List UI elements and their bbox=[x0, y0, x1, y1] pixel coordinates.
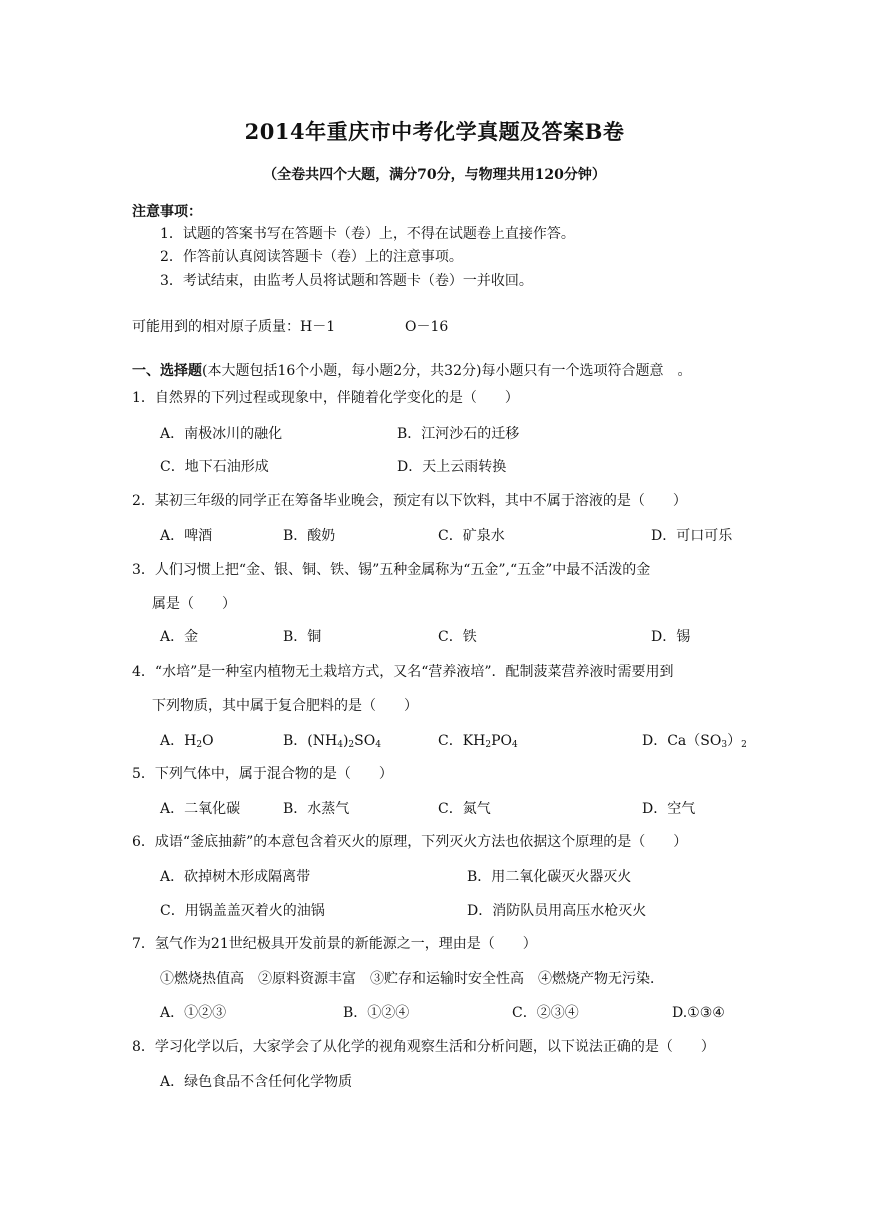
question-4-option-c: C．$KH_2PO_4$ bbox=[438, 733, 518, 750]
question-7-option-d: D.①③④ bbox=[672, 1005, 725, 1021]
question-6-option-b: B．用二氧化碳灭火器灭火 bbox=[467, 869, 632, 885]
question-4-option-a: A．$H_2O$ bbox=[160, 733, 214, 750]
question-8-stem: 8．学习化学以后，大家学会了从化学的视角观察生活和分析问题，以下说法正确的是（ ） bbox=[132, 1039, 715, 1055]
question-7-option-b: B．①②④ bbox=[343, 1005, 410, 1021]
question-6-option-c: C．用锅盖盖灭着火的油锅 bbox=[160, 903, 325, 919]
question-1-option-d: D．天上云雨转换 bbox=[397, 459, 507, 475]
question-1-option-c: C．地下石油形成 bbox=[160, 459, 269, 475]
question-6-option-a: A．砍掉树木形成隔离带 bbox=[160, 869, 311, 885]
question-1-stem: 1．自然界的下列过程或现象中，伴随着化学变化的是（ ） bbox=[132, 390, 519, 406]
section-1-heading: 一、选择题 bbox=[132, 363, 202, 379]
question-3-option-d: D．锡 bbox=[651, 629, 691, 645]
question-6-stem: 6．成语“釜底抽薪”的本意包含着灭火的原理，下列灭火方法也依据这个原理的是（ ） bbox=[132, 834, 688, 850]
question-1-option-b: B．江河沙石的迁移 bbox=[397, 426, 520, 442]
question-1-option-a: A．南极冰川的融化 bbox=[160, 426, 283, 442]
question-5-stem: 5．下列气体中，属于混合物的是（ ） bbox=[132, 766, 393, 782]
question-6-option-d: D．消防队员用高压水枪灭火 bbox=[467, 903, 647, 919]
question-2-option-d: D．可口可乐 bbox=[651, 528, 733, 544]
question-4-stem-line-1: 4．“水培”是一种室内植物无土栽培方式，又名“营养液培”．配制菠菜营养液时需要用到 bbox=[132, 664, 674, 680]
question-4-stem-line-2: 下列物质，其中属于复合肥料的是（ ） bbox=[152, 698, 418, 714]
question-3-option-c: C．铁 bbox=[438, 629, 477, 645]
question-7-option-c: C．②③④ bbox=[512, 1005, 579, 1021]
question-8-option-a: A．绿色食品不含任何化学物质 bbox=[160, 1074, 353, 1090]
section-1-heading-line bbox=[132, 362, 691, 380]
atomic-mass-oxygen: O－16 bbox=[405, 319, 449, 335]
atomic-mass-label: 可能用到的相对原子质量：H－1 bbox=[132, 319, 336, 335]
question-2-stem: 2．某初三年级的同学正在筹备毕业晚会，预定有以下饮料，其中不属于溶液的是（ ） bbox=[132, 493, 687, 509]
question-4-option-b: B．$(NH_4)_2SO_4$ bbox=[283, 733, 381, 750]
page-title: 2014年重庆市中考化学真题及答案B卷 bbox=[244, 119, 625, 144]
question-2-option-b: B．酸奶 bbox=[283, 528, 336, 544]
exam-subtitle: （全卷共四个大题，满分70分，与物理共用120分钟） bbox=[263, 167, 606, 183]
question-5-option-c: C．氮气 bbox=[438, 801, 491, 817]
note-item-2: 2．作答前认真阅读答题卡（卷）上的注意事项。 bbox=[160, 249, 463, 265]
section-1-description: (本大题包括16个小题，每小题2分，共32分)每小题只有一个选项符合题意 bbox=[202, 363, 664, 379]
question-5-option-b: B．水蒸气 bbox=[283, 801, 350, 817]
question-3-option-a: A．金 bbox=[160, 629, 199, 645]
notes-heading: 注意事项： bbox=[132, 204, 202, 220]
question-4-option-d: D．$Ca(SO_3)_2$ bbox=[642, 733, 747, 750]
question-5-option-d: D．空气 bbox=[642, 801, 696, 817]
note-item-1: 1．试题的答案书写在答题卡（卷）上，不得在试题卷上直接作答。 bbox=[160, 226, 575, 242]
note-item-3: 3．考试结束，由监考人员将试题和答题卡（卷）一并收回。 bbox=[160, 273, 533, 289]
question-3-stem-line-2: 属是（ ） bbox=[152, 596, 236, 612]
question-3-option-b: B．铜 bbox=[283, 629, 322, 645]
question-5-option-a: A．二氧化碳 bbox=[160, 801, 241, 817]
question-7-option-a: A．①②③ bbox=[160, 1005, 227, 1021]
section-1-period: 。 bbox=[677, 363, 692, 379]
question-7-reasons: ①燃烧热值高 ②原料资源丰富 ③贮存和运输时安全性高 ④燃烧产物无污染． bbox=[160, 971, 664, 987]
question-2-option-c: C．矿泉水 bbox=[438, 528, 505, 544]
question-2-option-a: A．啤酒 bbox=[160, 528, 213, 544]
question-3-stem-line-1: 3．人们习惯上把“金、银、铜、铁、锡”五种金属称为“五金”,“五金”中最不活泼的金 bbox=[132, 562, 651, 578]
question-7-stem: 7．氢气作为21世纪极具开发前景的新能源之一，理由是（ ） bbox=[132, 936, 537, 952]
